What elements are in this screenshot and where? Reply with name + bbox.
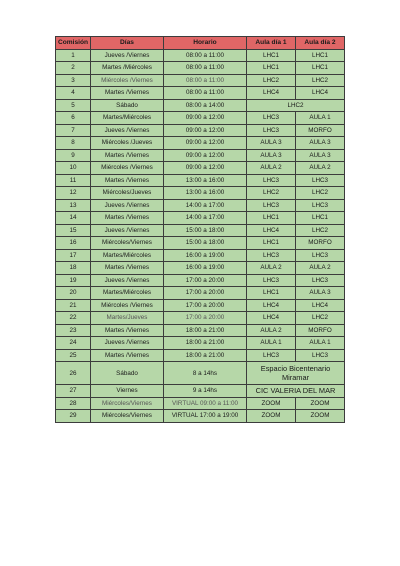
cell-horario: 09:00 a 12:00 xyxy=(164,162,247,175)
header-aula-dia-2: Aula día 2 xyxy=(296,37,345,50)
cell-comision: 23 xyxy=(56,324,91,337)
cell-aula-dia-2: LHC3 xyxy=(296,274,345,287)
cell-horario: 16:00 a 19:00 xyxy=(164,249,247,262)
cell-aula-dia-2: ZOOM xyxy=(296,397,345,410)
cell-aula-dia-2: LHC1 xyxy=(296,62,345,75)
table-row xyxy=(56,410,345,423)
cell-horario: 18:00 a 21:00 xyxy=(164,349,247,362)
cell-comision: 5 xyxy=(56,99,91,112)
cell-horario: 09:00 a 12:00 xyxy=(164,149,247,162)
table-row xyxy=(56,199,345,212)
cell-dias: Martes /Viernes xyxy=(91,324,164,337)
cell-dias: Martes /Viernes xyxy=(91,149,164,162)
cell-aula-merged: CIC VALERIA DEL MAR xyxy=(247,385,345,398)
cell-comision: 3 xyxy=(56,74,91,87)
cell-dias: Miércoles/Viernes xyxy=(91,237,164,250)
cell-dias: Martes /Viernes xyxy=(91,262,164,275)
cell-comision: 21 xyxy=(56,299,91,312)
cell-comision: 17 xyxy=(56,249,91,262)
cell-aula-dia-2: ZOOM xyxy=(296,410,345,423)
cell-aula-dia-2: LHC3 xyxy=(296,174,345,187)
cell-aula-dia-2: AULA 3 xyxy=(296,149,345,162)
table-row xyxy=(56,99,345,112)
cell-comision: 10 xyxy=(56,162,91,175)
cell-aula-dia-2: LHC1 xyxy=(296,49,345,62)
cell-dias: Martes /Viernes xyxy=(91,174,164,187)
cell-dias: Martes /Viernes xyxy=(91,212,164,225)
header-comision: Comisión xyxy=(56,37,91,50)
cell-horario: 18:00 a 21:00 xyxy=(164,324,247,337)
table-row xyxy=(56,87,345,100)
cell-aula-dia-2: LHC1 xyxy=(296,212,345,225)
table-row xyxy=(56,162,345,175)
table-row xyxy=(56,249,345,262)
cell-dias: Jueves /Viernes xyxy=(91,199,164,212)
cell-aula-dia-1: LHC3 xyxy=(247,249,296,262)
cell-comision: 19 xyxy=(56,274,91,287)
cell-comision: 11 xyxy=(56,174,91,187)
cell-aula-merged: Espacio Bicentenario Miramar xyxy=(247,362,345,385)
table-row xyxy=(56,299,345,312)
cell-aula-dia-1: LHC3 xyxy=(247,174,296,187)
cell-dias: Miércoles/Jueves xyxy=(91,187,164,200)
cell-horario: 08:00 a 11:00 xyxy=(164,62,247,75)
cell-dias: Miércoles/Viernes xyxy=(91,397,164,410)
cell-comision: 22 xyxy=(56,312,91,325)
cell-aula-dia-1: LHC3 xyxy=(247,112,296,125)
cell-horario: 8 a 14hs xyxy=(164,362,247,385)
header-dias: Días xyxy=(91,37,164,50)
cell-aula-dia-2: LHC3 xyxy=(296,199,345,212)
cell-dias: Sábado xyxy=(91,99,164,112)
cell-horario: 17:00 a 20:00 xyxy=(164,274,247,287)
table-row xyxy=(56,62,345,75)
table-row xyxy=(56,112,345,125)
schedule-body xyxy=(56,49,345,422)
cell-aula-dia-1: LHC4 xyxy=(247,224,296,237)
cell-comision: 4 xyxy=(56,87,91,100)
table-row xyxy=(56,137,345,150)
cell-dias: Martes /Viernes xyxy=(91,87,164,100)
cell-aula-dia-2: LHC2 xyxy=(296,74,345,87)
cell-dias: Miércoles /Jueves xyxy=(91,137,164,150)
cell-aula-dia-2: AULA 1 xyxy=(296,112,345,125)
cell-aula-dia-1: AULA 3 xyxy=(247,137,296,150)
cell-aula-dia-2: LHC2 xyxy=(296,312,345,325)
cell-aula-dia-2: AULA 2 xyxy=(296,262,345,275)
cell-horario: 09:00 a 12:00 xyxy=(164,137,247,150)
cell-horario: VIRTUAL 17:00 a 19:00 xyxy=(164,410,247,423)
cell-dias: Jueves /Viernes xyxy=(91,337,164,350)
cell-aula-dia-1: LHC2 xyxy=(247,74,296,87)
cell-comision: 18 xyxy=(56,262,91,275)
cell-comision: 12 xyxy=(56,187,91,200)
cell-dias: Martes /Miércoles xyxy=(91,62,164,75)
cell-aula-dia-2: MORFO xyxy=(296,124,345,137)
cell-aula-dia-1: LHC1 xyxy=(247,287,296,300)
cell-dias: Martes/Miércoles xyxy=(91,112,164,125)
cell-dias: Jueves /Viernes xyxy=(91,274,164,287)
cell-dias: Miércoles/Viernes xyxy=(91,410,164,423)
table-row xyxy=(56,312,345,325)
cell-dias: Viernes xyxy=(91,385,164,398)
cell-aula-dia-1: LHC4 xyxy=(247,312,296,325)
cell-horario: 15:00 a 18:00 xyxy=(164,224,247,237)
cell-dias: Jueves /Viernes xyxy=(91,49,164,62)
cell-horario: 9 a 14hs xyxy=(164,385,247,398)
cell-aula-dia-1: AULA 1 xyxy=(247,337,296,350)
cell-aula-dia-2: LHC3 xyxy=(296,349,345,362)
table-row xyxy=(56,149,345,162)
cell-aula-dia-2: MORFO xyxy=(296,324,345,337)
cell-aula-dia-1: ZOOM xyxy=(247,397,296,410)
cell-dias: Martes/Miércoles xyxy=(91,287,164,300)
cell-aula-dia-1: LHC4 xyxy=(247,87,296,100)
cell-horario: 14:00 a 17:00 xyxy=(164,212,247,225)
table-row xyxy=(56,274,345,287)
cell-comision: 29 xyxy=(56,410,91,423)
cell-aula-dia-1: LHC1 xyxy=(247,237,296,250)
header-row xyxy=(56,37,345,50)
cell-aula-dia-1: LHC3 xyxy=(247,124,296,137)
table-row xyxy=(56,237,345,250)
cell-comision: 27 xyxy=(56,385,91,398)
header-horario: Horario xyxy=(164,37,247,50)
cell-comision: 28 xyxy=(56,397,91,410)
cell-aula-dia-2: AULA 2 xyxy=(296,162,345,175)
cell-comision: 8 xyxy=(56,137,91,150)
cell-dias: Miércoles /Viernes xyxy=(91,162,164,175)
cell-aula-dia-1: ZOOM xyxy=(247,410,296,423)
cell-comision: 14 xyxy=(56,212,91,225)
cell-horario: 08:00 a 11:00 xyxy=(164,87,247,100)
cell-dias: Jueves /Viernes xyxy=(91,124,164,137)
cell-aula-dia-1: AULA 3 xyxy=(247,149,296,162)
cell-comision: 25 xyxy=(56,349,91,362)
cell-comision: 24 xyxy=(56,337,91,350)
cell-aula-dia-1: LHC2 xyxy=(247,187,296,200)
cell-dias: Martes/Jueves xyxy=(91,312,164,325)
table-row xyxy=(56,349,345,362)
cell-aula-dia-1: AULA 2 xyxy=(247,162,296,175)
table-row xyxy=(56,262,345,275)
cell-dias: Sábado xyxy=(91,362,164,385)
cell-aula-dia-2: LHC2 xyxy=(296,187,345,200)
cell-horario: 17:00 a 20:00 xyxy=(164,299,247,312)
table-row xyxy=(56,397,345,410)
table-row xyxy=(56,187,345,200)
cell-horario: 15:00 a 18:00 xyxy=(164,237,247,250)
cell-horario: 08:00 a 14:00 xyxy=(164,99,247,112)
table-row xyxy=(56,385,345,398)
table-row xyxy=(56,212,345,225)
cell-dias: Miércoles /Viernes xyxy=(91,74,164,87)
cell-comision: 20 xyxy=(56,287,91,300)
table-row xyxy=(56,174,345,187)
cell-horario: 17:00 a 20:00 xyxy=(164,287,247,300)
table-row xyxy=(56,124,345,137)
cell-aula-dia-1: LHC3 xyxy=(247,349,296,362)
cell-aula-dia-1: LHC1 xyxy=(247,212,296,225)
schedule-table xyxy=(55,36,345,423)
cell-aula-merged: LHC2 xyxy=(247,99,345,112)
cell-horario: 18:00 a 21:00 xyxy=(164,337,247,350)
cell-comision: 1 xyxy=(56,49,91,62)
cell-dias: Jueves /Viernes xyxy=(91,224,164,237)
cell-comision: 16 xyxy=(56,237,91,250)
cell-aula-dia-2: AULA 1 xyxy=(296,337,345,350)
cell-horario: 08:00 a 11:00 xyxy=(164,74,247,87)
cell-comision: 26 xyxy=(56,362,91,385)
table-row xyxy=(56,362,345,385)
cell-horario: 16:00 a 19:00 xyxy=(164,262,247,275)
cell-aula-dia-2: LHC2 xyxy=(296,224,345,237)
cell-horario: 17:00 a 20:00 xyxy=(164,312,247,325)
cell-horario: 14:00 a 17:00 xyxy=(164,199,247,212)
cell-aula-dia-1: LHC1 xyxy=(247,49,296,62)
cell-aula-dia-1: LHC4 xyxy=(247,299,296,312)
cell-aula-dia-2: LHC4 xyxy=(296,299,345,312)
cell-aula-dia-2: LHC3 xyxy=(296,249,345,262)
cell-comision: 2 xyxy=(56,62,91,75)
cell-horario: VIRTUAL 09:00 a 11:00 xyxy=(164,397,247,410)
cell-aula-dia-1: LHC1 xyxy=(247,62,296,75)
cell-aula-dia-2: LHC4 xyxy=(296,87,345,100)
cell-aula-dia-2: AULA 3 xyxy=(296,137,345,150)
cell-dias: Martes/Miércoles xyxy=(91,249,164,262)
cell-comision: 6 xyxy=(56,112,91,125)
cell-horario: 13:00 a 16:00 xyxy=(164,174,247,187)
cell-aula-dia-1: LHC3 xyxy=(247,274,296,287)
cell-aula-dia-2: MORFO xyxy=(296,237,345,250)
table-row xyxy=(56,337,345,350)
cell-aula-dia-2: AULA 3 xyxy=(296,287,345,300)
cell-comision: 13 xyxy=(56,199,91,212)
cell-comision: 15 xyxy=(56,224,91,237)
cell-aula-dia-1: AULA 2 xyxy=(247,262,296,275)
table-row xyxy=(56,287,345,300)
table-row xyxy=(56,224,345,237)
cell-aula-dia-1: AULA 2 xyxy=(247,324,296,337)
cell-dias: Miércoles /Viernes xyxy=(91,299,164,312)
table-row xyxy=(56,74,345,87)
cell-comision: 9 xyxy=(56,149,91,162)
table-row xyxy=(56,324,345,337)
cell-comision: 7 xyxy=(56,124,91,137)
table-row xyxy=(56,49,345,62)
cell-horario: 08:00 a 11:00 xyxy=(164,49,247,62)
cell-dias: Martes /Viernes xyxy=(91,349,164,362)
cell-horario: 09:00 a 12:00 xyxy=(164,124,247,137)
cell-aula-dia-1: LHC3 xyxy=(247,199,296,212)
cell-horario: 13:00 a 16:00 xyxy=(164,187,247,200)
header-aula-dia-1: Aula día 1 xyxy=(247,37,296,50)
cell-horario: 09:00 a 12:00 xyxy=(164,112,247,125)
